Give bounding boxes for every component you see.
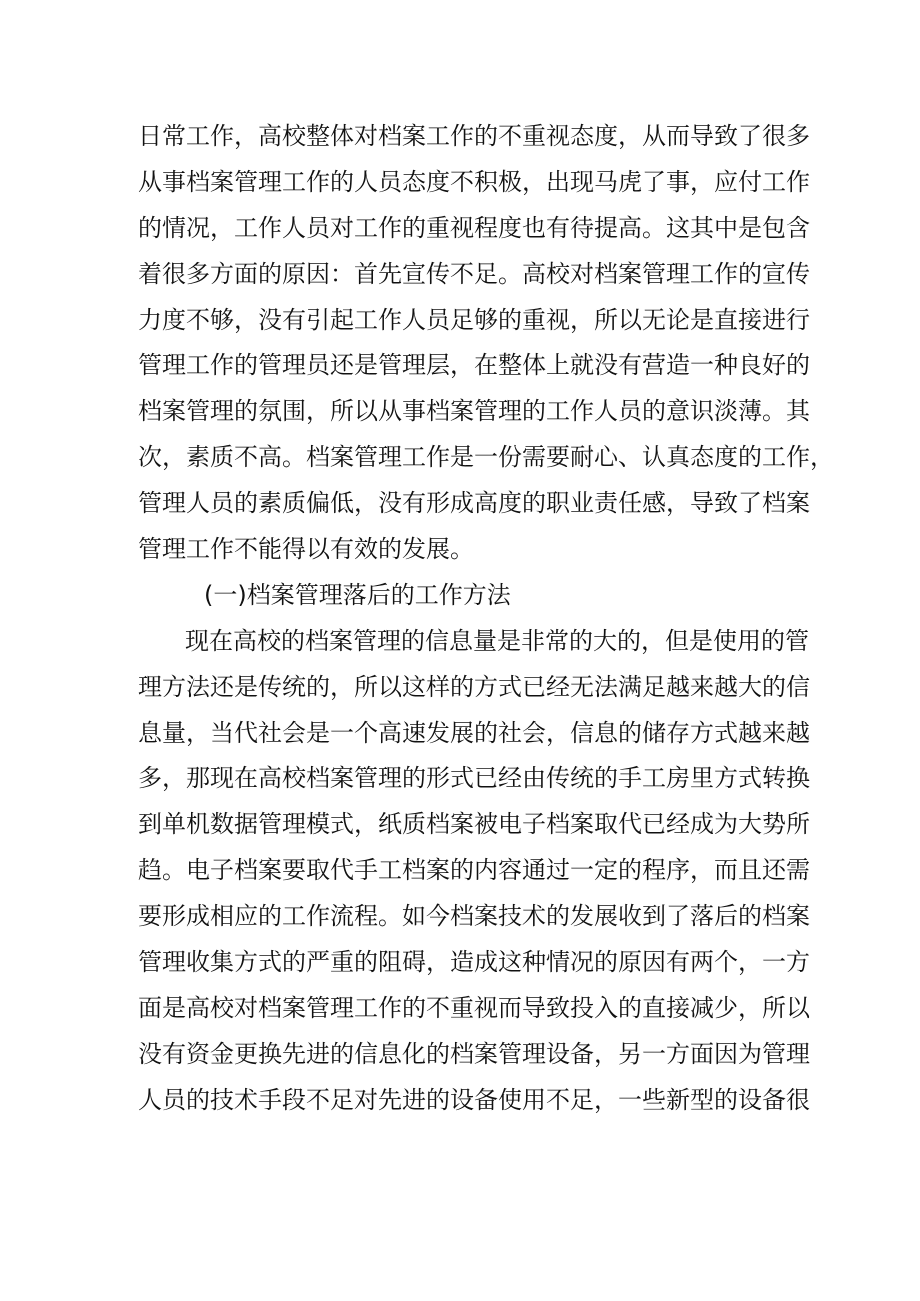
paragraph-1	[138, 114, 834, 573]
text-line: 着很多方面的原因：首先宣传不足。高校对档案管理工作的宣传	[138, 259, 810, 288]
section-heading: (一)档案管理落后的工作方法	[204, 580, 511, 609]
text-line: 趋。电子档案要取代手工档案的内容通过一定的程序，而且还需	[138, 856, 810, 885]
text-line: 管理工作不能得以有效的发展。	[138, 535, 474, 564]
text-line: 理方法还是传统的，所以这样的方式已经无法满足越来越大的信	[138, 672, 810, 701]
text-line: 现在高校的档案管理的信息量是非常的大的，但是使用的管	[185, 626, 809, 655]
text-line: 到单机数据管理模式，纸质档案被电子档案取代已经成为大势所	[138, 810, 810, 839]
text-line: 的情况，工作人员对工作的重视程度也有待提高。这其中是包含	[138, 213, 810, 242]
text-line: 管理人员的素质偏低，没有形成高度的职业责任感，导致了档案	[138, 489, 810, 518]
text-line: 人员的技术手段不足对先进的设备使用不足，一些新型的设备很	[138, 1085, 810, 1114]
text-line: 面是高校对档案管理工作的不重视而导致投入的直接减少，所以	[138, 993, 810, 1022]
text-line: 日常工作，高校整体对档案工作的不重视态度，从而导致了很多	[138, 122, 810, 150]
text-line: 多，那现在高校档案管理的形式已经由传统的手工房里方式转换	[138, 764, 810, 793]
text-line: 没有资金更换先进的信息化的档案管理设备，另一方面因为管理	[138, 1039, 810, 1068]
text-line: 次，素质不高。档案管理工作是一份需要耐心、认真态度的工作，	[138, 443, 834, 472]
text-line: 管理工作的管理员还是管理层，在整体上就没有营造一种良好的	[138, 351, 810, 380]
text-line: 从事档案管理工作的人员态度不积极，出现马虎了事，应付工作	[138, 167, 810, 196]
text-line: 力度不够，没有引起工作人员足够的重视，所以无论是直接进行	[138, 305, 810, 334]
text-line: 要形成相应的工作流程。如今档案技术的发展收到了落后的档案	[138, 902, 810, 931]
text-line: 管理收集方式的严重的阻碍，造成这种情况的原因有两个，一方	[138, 948, 810, 977]
paragraph-2	[138, 619, 810, 1124]
body-text	[138, 114, 834, 1124]
text-line: 息量，当代社会是一个高速发展的社会，信息的储存方式越来越	[138, 718, 810, 747]
text-line: 档案管理的氛围，所以从事档案管理的工作人员的意识淡薄。其	[138, 397, 810, 426]
